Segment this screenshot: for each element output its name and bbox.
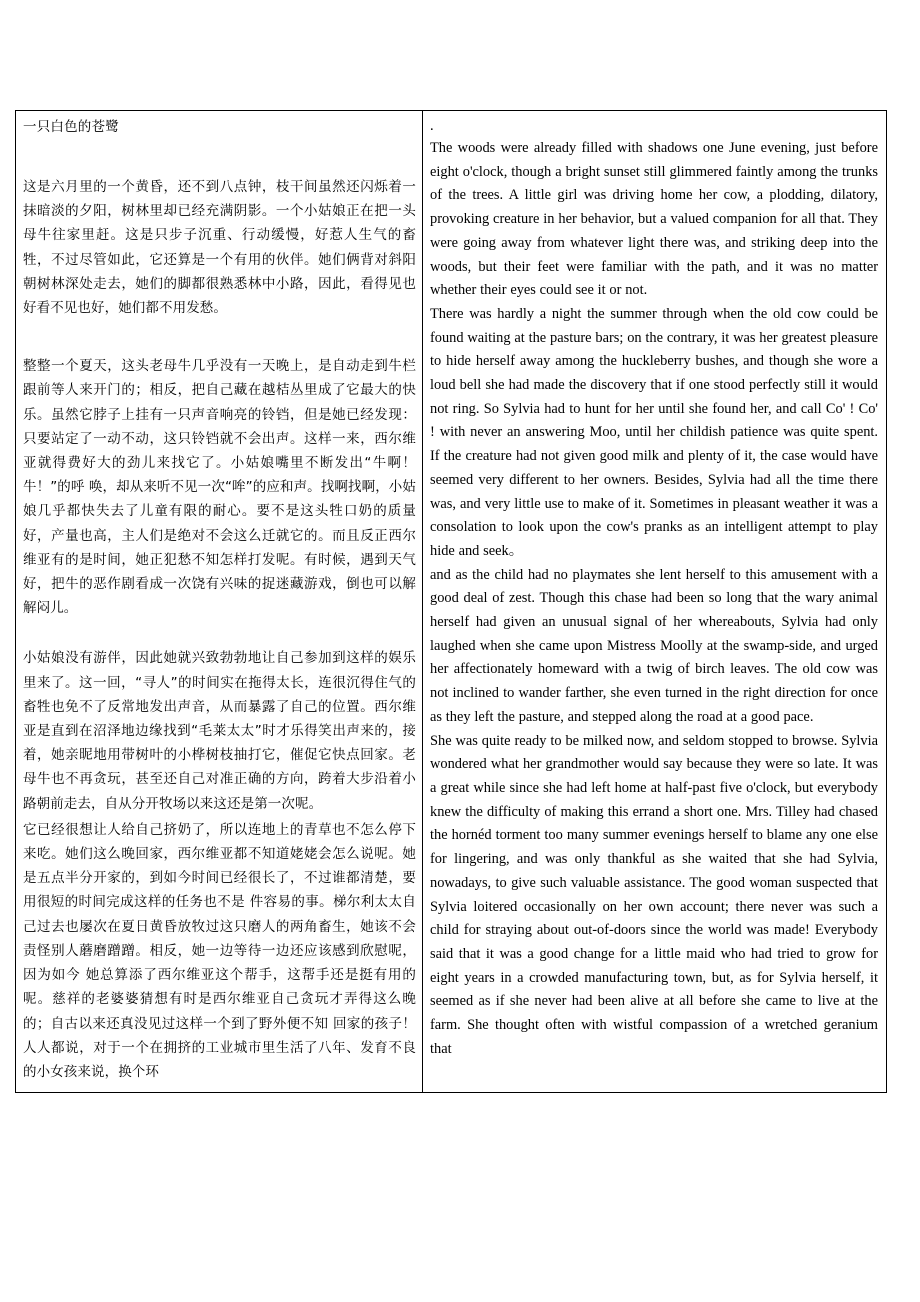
spacer <box>23 320 416 354</box>
chinese-translation-cell <box>16 111 423 1093</box>
bilingual-table-wrapper <box>15 110 886 1093</box>
english-lead-mark: . <box>430 118 434 134</box>
english-paragraph-1: The woods were already filled with shadows one June evening, just before eight o'clock, though a bright sunset still glimmered faintly among the trunks of the trees. A little girl was driving home her cow, a plodding, dilatory, provoking creature in her behavior, but a valued companion for all that. They were going away from whatever light there was, and striking deep into the woods, but their feet were familiar with the path, and it was no matter whether their eyes could see it or not. <box>430 140 878 299</box>
bilingual-comparison-table <box>15 110 887 1093</box>
english-paragraph-2: There was hardly a night the summer through when the old cow could be found waiting at the pasture bars; on the contrary, it was her greatest pleasure to hide herself away among the huckleberry bushes, and though she wore a loud bell she had made the discovery that if one stood perfectly still it would not ring. So Sylvia had to hunt for her until she found her, and call Co' ! Co' ! with never an answering Moo, until her childish patience was quite spent. If the creature had not given good milk and plenty of it, the case would have seemed very different to her owners. Besides, Sylvia had all the time there was, and very little use to make of it. Sometimes in pleasant weather it was a consolation to look upon the cow's pranks as an intelligent attempt to play hide and seek。 <box>430 305 878 559</box>
table-row <box>16 111 887 1093</box>
english-source-cell <box>423 111 887 1093</box>
spacer <box>23 141 416 175</box>
english-paragraph-4: She was quite ready to be milked now, and seldom stopped to browse. Sylvia wondered what her grandmother would say because they were so late. It was a great while since she had left home at half-past five o'clock, but everybody knew the difficulty of making this errand a short one. Mrs. Tilley had chased the hornéd torment too many summer evenings herself to blame any one else for lingering, and was only thankful as she waited that she had Sylvia, nowadays, to give such valuable assistance. The good woman suspected that Sylvia loitered occasionally on her own account; there never was such a child for straying about out-of-doors since the world was made! Everybody said that it was a good change for a little maid who had tried to grow for eight years in a crowded manufacturing town, but, as for Sylvia herself, it seemed as if she never had been alive at all before she came to live at the farm. She thought often with wistful compassion of a wretched geranium that <box>430 732 878 1057</box>
english-paragraph-3: and as the child had no playmates she lent herself to this amusement with a good deal of zest. Though this chase had been so long that the wary animal herself had given an unusual signal of her whereabouts, Sylvia had only laughed when she came upon Mistress Moolly at the swamp-side, and urged her affectionately homeward with a twig of birch leaves. The old cow was not inclined to wander farther, she even turned in the right direction for once as they left the pasture, and stepped along the road at a good pace. <box>430 566 878 725</box>
chinese-title: 一只白色的苍鹭 <box>23 119 119 135</box>
chinese-paragraph-4: 它已经很想让人给自己挤奶了，所以连地上的青草也不怎么停下 来吃。她们这么晚回家，西尔维亚都不知道姥姥会怎么说呢。她是五点半分开家的，到如今时间已经很长了，不过谁都清楚，要用很短的时间完成这样的任务也不是 件容易的事。梯尔利太太自己过去也屡次在夏日黄昏放牧过这只磨人的两角畜生，她该不会责怪别人蘑磨蹭蹭。相反，她一边等待一边还应该感到欣慰呢，因为如今 她总算添了西尔维亚这个帮手，这帮手还是挺有用的呢。慈祥的老婆婆猜想有时是西尔维亚自己贪玩才弄得这么晚的；自古以来还真没见过这样一个到了野外便不知 回家的孩子！人人都说，对于一个在拥挤的工业城市里生活了八年、发育不良的小女孩来说，换个环 <box>23 821 416 1080</box>
chinese-paragraph-3: 小姑娘没有游伴，因此她就兴致勃勃地让自己参加到这样的娱乐里来了。这一回，“寻人”的时间实在拖得太长，连很沉得住气的畜牲也免不了反常地发出声音，从而暴露了自己的位置。西尔维亚是直到在沼泽地边缘找到“毛莱太太”时才乐得笑出声来的，接着，她亲昵地用带树叶的小桦树枝抽打它，催促它快点回家。老母牛也不再贪玩，甚至还自己对准正确的方向，跨着大步沿着小路朝前走去，自从分开牧场以来这还是第一次呢。 <box>23 650 416 812</box>
chinese-paragraph-2: 整整一个夏天，这头老母牛几乎没有一天晚上，是自动走到牛栏跟前等人来开门的；相反，把自己藏在越桔丛里成了它最大的快乐。虽然它脖子上挂有一只声音响亮的铃铛，但是她已经发现：只要站定了一动不动，这只铃铛就不会出声。这样一来，西尔维亚就得费好大的劲儿来找它了。小姑娘嘴里不断发出“牛啊！牛！”的呼 唤，却从来听不见一次“哞”的应和声。找啊找啊，小姑娘几乎都快失去了儿童有限的耐心。要不是这头牲口奶的质量好，产量也高，主人们是绝对不会这么迁就它的。而且反正西尔维亚有的是时间，她正犯愁不知怎样打发呢。有时候，遇到天气好，把牛的恶作剧看成一次饶有兴味的捉迷藏游戏，倒也可以解解闷儿。 <box>23 358 416 617</box>
english-cell-content <box>423 111 886 1069</box>
spacer <box>23 620 416 646</box>
chinese-cell-content <box>16 111 422 1092</box>
chinese-paragraph-1: 这是六月里的一个黄昏，还不到八点钟，枝干间虽然还闪烁着一抹暗淡的夕阳，树林里却已经充满阴影。一个小姑娘正在把一头母牛往家里赶。这是只步子沉重、行动缓慢，好惹人生气的畜牲，不过尽管如此，它还算是一个有用的伙伴。她们俩背对斜阳朝树林深处走去，她们的脚都很熟悉林中小路，因此，看得见也好看不见也好，她们都不用发愁。 <box>23 179 416 317</box>
